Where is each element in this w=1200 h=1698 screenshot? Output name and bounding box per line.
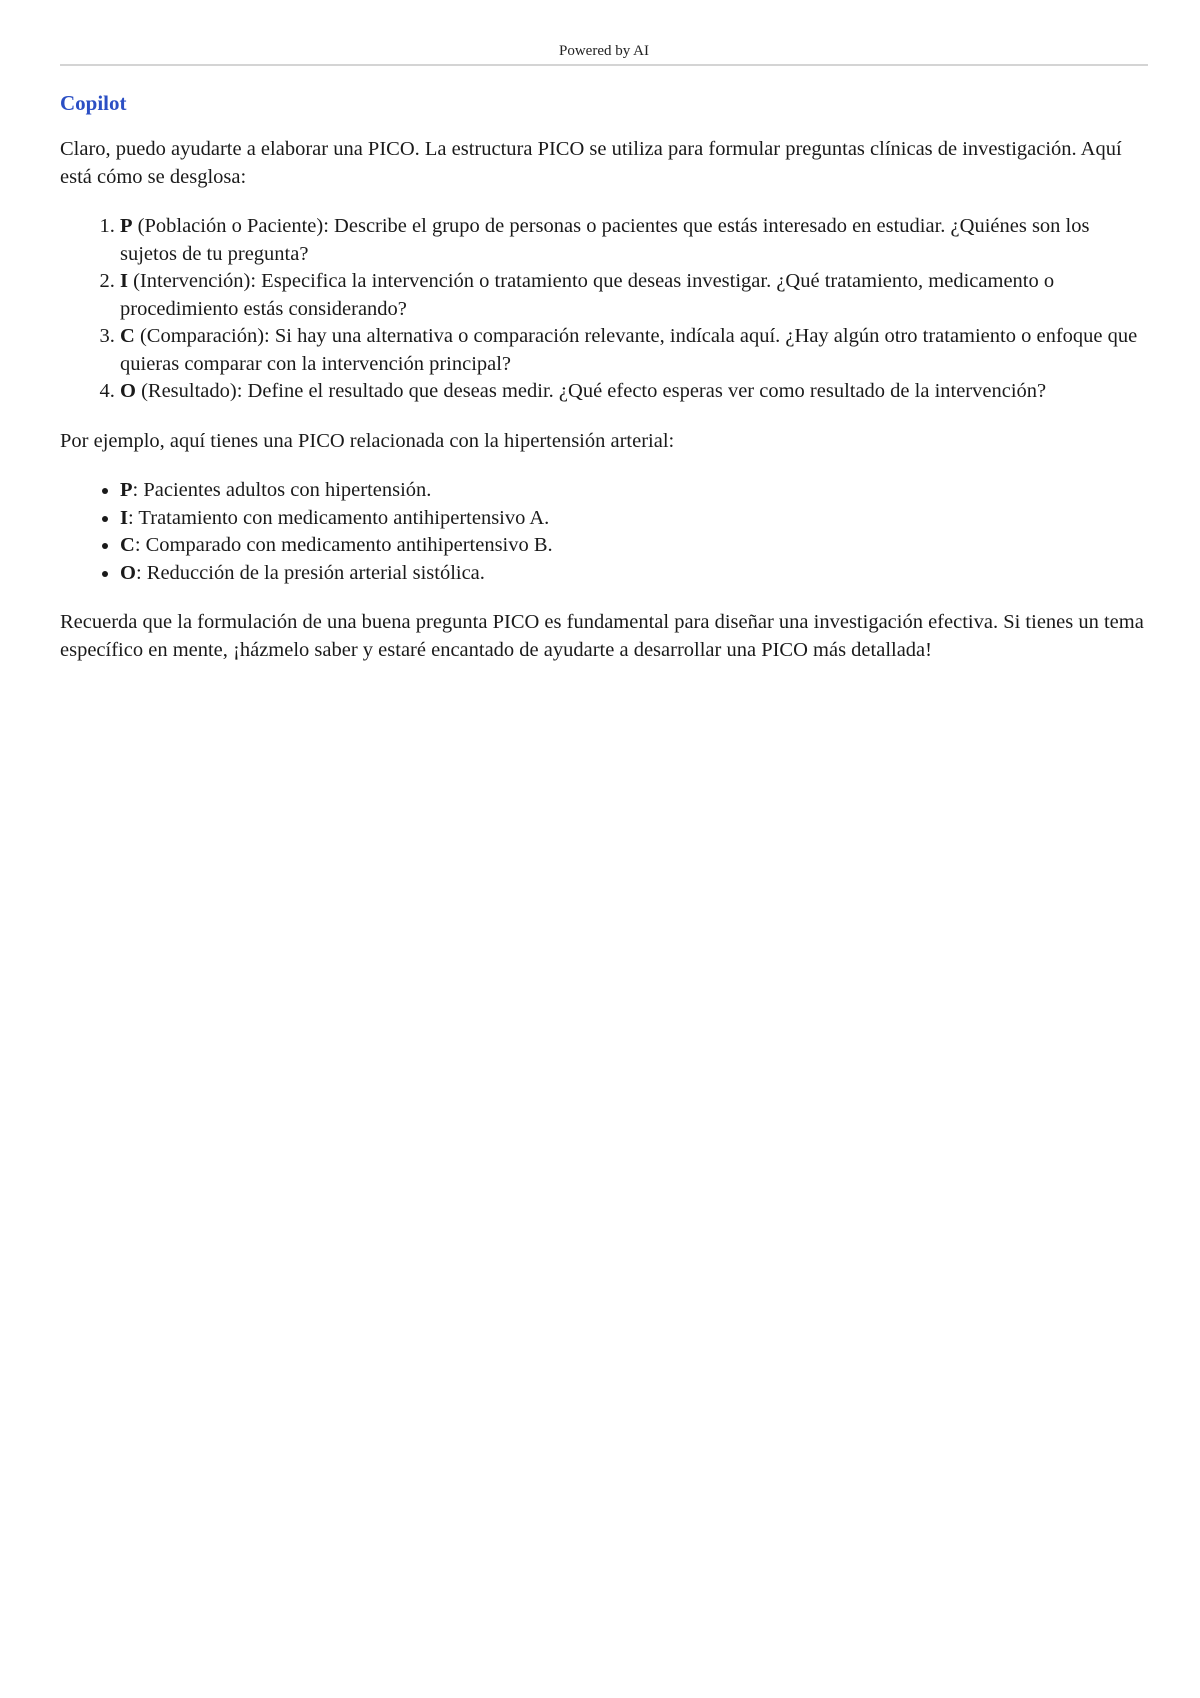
list-item-text: : Pacientes adultos con hipertensión. [132,479,432,501]
header-divider [60,64,1148,66]
intro-paragraph: Claro, puedo ayudarte a elaborar una PICO. La estructura PICO se utiliza para formular preguntas clínicas de investigación. Aquí está cómo se desglosa: [60,138,1122,188]
list-item-key: O [120,380,136,402]
author-label: Copilot [60,91,127,115]
list-item-key: P [120,479,133,501]
list-item-key: C [120,325,135,347]
list-item-text: : Tratamiento con medicamento antihipertensivo A. [127,506,550,529]
list-item [120,560,1148,588]
page-header: Powered by AI [559,43,649,59]
list-item-key: P [120,215,133,237]
document-page [60,0,1148,664]
list-item-key: O [120,561,136,584]
closing-paragraph: Recuerda que la formulación de una buena pregunta PICO es fundamental para diseñar una investigación efectiva. Si tienes un tema específico en mente, ¡házmelo saber y estaré encantado de ayudarte a desarrollar una PICO más detallada! [60,611,1144,661]
list-item-text: (Resultado): Define el resultado que deseas medir. ¿Qué efecto esperas ver como resultado de la intervención? [135,380,1047,402]
list-item [120,477,1148,505]
list-item [120,532,1148,560]
list-item-text: (Población o Paciente): Describe el grupo de personas o pacientes que estás interesado en estudiar. ¿Quiénes son los sujetos de tu pregunta? [120,215,1090,265]
pico-example-list [60,477,1148,587]
list-item [120,378,1148,406]
list-item [120,505,1148,533]
list-item-key: C [120,534,135,556]
example-intro-paragraph: Por ejemplo, aquí tienes una PICO relacionada con la hipertensión arterial: [60,429,675,452]
list-item-key: I [120,270,128,292]
list-item [120,213,1148,268]
pico-breakdown-list [60,213,1148,406]
list-item [120,323,1148,378]
list-item-key: I [120,506,128,529]
list-item-text: : Comparado con medicamento antihipertensivo B. [134,534,553,556]
list-item-text: (Comparación): Si hay una alternativa o comparación relevante, indícala aquí. ¿Hay algún otro tratamiento o enfoque que quieras comparar con la intervención principal? [120,325,1138,375]
list-item [120,268,1148,323]
list-item-text: (Intervención): Especifica la intervención o tratamiento que deseas investigar. ¿Qué tratamiento, medicamento o procedimiento estás considerando? [120,270,1055,320]
list-item-text: : Reducción de la presión arterial sistólica. [135,561,485,584]
